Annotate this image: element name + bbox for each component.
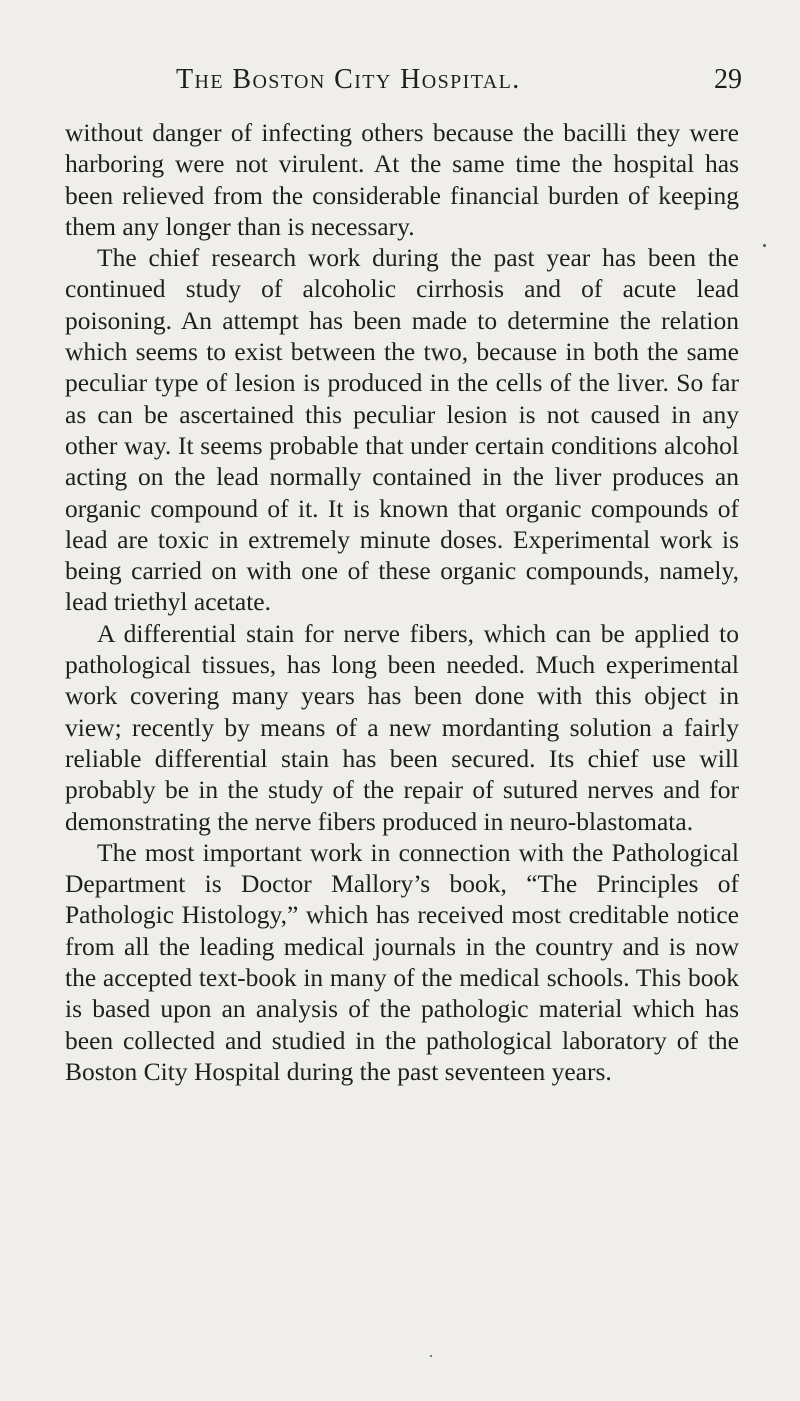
paragraph-research-work: The chief research work during the past year has been the continued study of alcoholic cirrhosis and of acute lead poisoning. An attempt has been made to determine the relation which seems to exist between the two, because in both the same peculiar type of lesion is produced in the cells of the liver. So far as can be ascertained this peculiar lesion is not caused in any other way. It seems probable that under certain conditions alcohol acting on the lead normally contained in the liver produces an organic compound of it. It is known that organic compounds of lead are toxic in extremely minute doses. Experimental work is being carried on with one of these organic compounds, namely, lead triethyl acetate. (65, 243, 739, 617)
paragraph-nerve-stain: A differential stain for nerve fibers, which can be applied to pathological tissues, has long been needed. Much experimental work covering many years has been done with this object in view; recently by means of a new mordanting solution a fairly reliable differential stain has been secured. Its chief use will probably be in the study of the repair of sutured nerves and for demonstrating the nerve fibers produced in neuro-blastomata. (65, 618, 739, 836)
print-speck (763, 244, 766, 247)
print-speck (430, 1355, 432, 1357)
running-title: The Boston City Hospital. (176, 64, 521, 95)
page-number: 29 (714, 64, 742, 95)
body-text (65, 117, 739, 1087)
paragraph-mallory-book: The most important work in connection with the Pathological Department is Doctor Mallory’s book, “The Principles of Pathologic Histology,” which has received most creditable notice from all the leading medical journals in the country and is now the accepted text-book in many of the medical schools. This book is based upon an analysis of the pathologic material which has been collected and studied in the pathological laboratory of the Boston City Hospital during the past seventeen years. (65, 837, 739, 1086)
paragraph-continued: without danger of infecting others because the bacilli they were harboring were not virulent. At the same time the hospital has been relieved from the considerable financial burden of keeping them any longer than is necessary. (65, 118, 739, 241)
running-header (64, 63, 742, 103)
